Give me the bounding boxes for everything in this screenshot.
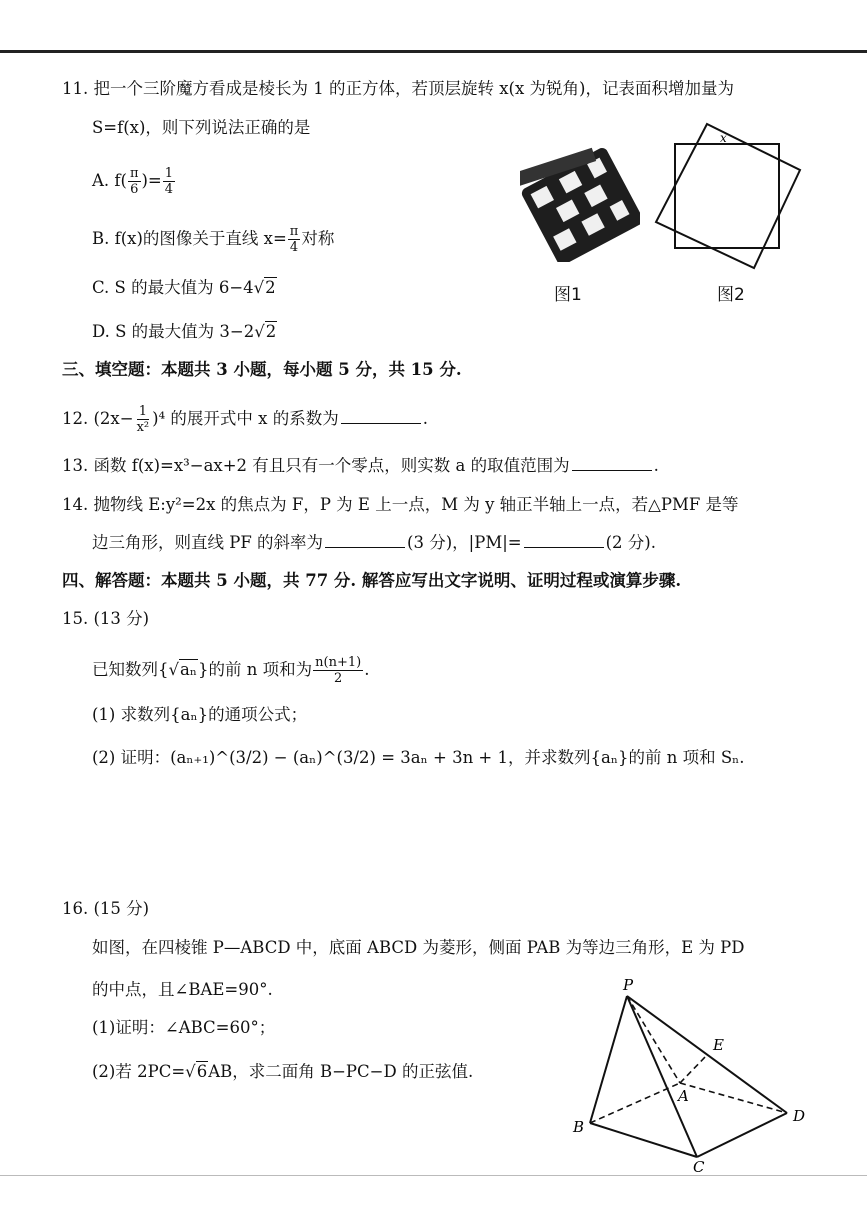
q15-line1: 已知数列{√aₙ}的前 n 项和为 $\frac{n(n+1)}{2}$ . (92, 655, 370, 686)
angle-label: x (720, 131, 727, 145)
section-3-heading: 三、填空题：本题共 3 小题，每小题 5 分，共 15 分. (62, 360, 462, 379)
q14-line2: 边三角形，则直线 PF 的斜率为 (3 分)，|PM|= (2 分). (92, 533, 656, 552)
answer-blank[interactable] (524, 533, 604, 548)
fraction: $\frac{\pi}{4}$ (289, 224, 299, 255)
q11-option-a: A. f( $\frac{\pi}{6}$ )= $\frac{1}{4}$ (92, 166, 174, 197)
sqrt-sign: √ (253, 278, 265, 297)
sqrt-sign: √ (254, 322, 265, 341)
fraction: $\frac{1}{4}$ (164, 166, 174, 197)
q16-line2: 的中点，且∠BAE=90°. (92, 980, 273, 999)
q16-head: 16. (15 分) (62, 899, 150, 918)
q12: 12. (2x− $\frac{1}{\text{x²}}$ )⁴ 的展开式中 x 的系数为 . (62, 404, 428, 435)
figure-1-rubiks-cube (520, 142, 640, 262)
q16-part1: (1)证明：∠ABC=60°； (92, 1018, 276, 1037)
q11-option-b: B. f(x)的图像关于直线 x= $\frac{\pi}{4}$ 对称 (92, 224, 335, 255)
vertex-label-b: B (573, 1118, 585, 1136)
q14-line1: 14. 抛物线 E:y²=2x 的焦点为 F，P 为 E 上一点，M 为 y 轴正半轴上一点，若△PMF 是等 (62, 495, 739, 514)
bottom-rule (0, 1175, 867, 1176)
q15-part1: (1) 求数列{aₙ}的通项公式； (92, 705, 308, 724)
fraction: $\frac{n(n+1)}{2}$ (315, 655, 362, 686)
q11-stem-line2: S=f(x)，则下列说法正确的是 (92, 118, 311, 137)
q13: 13. 函数 f(x)=x³−ax+2 有且只有一个零点，则实数 a 的取值范围为 . (62, 456, 659, 475)
q11-stem-line1: 11. 把一个三阶魔方看成是棱长为 1 的正方体，若顶层旋转 x(x 为锐角)，记表面积增加量为 (62, 79, 734, 98)
q15-part2: (2) 证明：(aₙ₊₁)^(3/2) − (aₙ)^(3/2) = 3aₙ + 3n + 1，并求数列{aₙ}的前 n 项和 Sₙ. (92, 748, 745, 767)
q11-option-d: D. S 的最大值为 3−2√2 (92, 322, 277, 341)
section-4-heading: 四、解答题：本题共 5 小题，共 77 分. 解答应写出文字说明、证明过程或演算步骤. (62, 571, 682, 590)
answer-blank[interactable] (341, 409, 421, 424)
answer-blank[interactable] (572, 456, 652, 471)
q16-line1: 如图，在四棱锥 P—ABCD 中，底面 ABCD 为菱形，侧面 PAB 为等边三角形，E 为 PD (92, 938, 745, 957)
fraction: $\frac{\pi}{6}$ (129, 166, 139, 197)
figure-1-caption: 图1 (554, 285, 582, 305)
vertex-label-p: P (623, 976, 634, 994)
sqrt-sign: √ (168, 660, 180, 679)
figure-2-caption: 图2 (717, 285, 745, 305)
vertex-label-c: C (693, 1158, 705, 1175)
vertex-label-a: A (678, 1087, 689, 1105)
sqrt-sign: √ (185, 1062, 196, 1081)
q11-option-c: C. S 的最大值为 6−4√2 (92, 278, 276, 297)
answer-blank[interactable] (325, 533, 405, 548)
q16-part2: (2)若 2PC=√6AB，求二面角 B−PC−D 的正弦值. (92, 1062, 474, 1081)
figure-2-rotated-squares (650, 122, 810, 272)
vertex-label-e: E (713, 1036, 724, 1054)
q15-head: 15. (13 分) (62, 609, 150, 628)
vertex-label-d: D (793, 1107, 806, 1125)
pyramid-figure (565, 970, 815, 1175)
fraction: $\frac{1}{\text{x²}}$ (136, 404, 150, 435)
top-rule (0, 50, 867, 53)
